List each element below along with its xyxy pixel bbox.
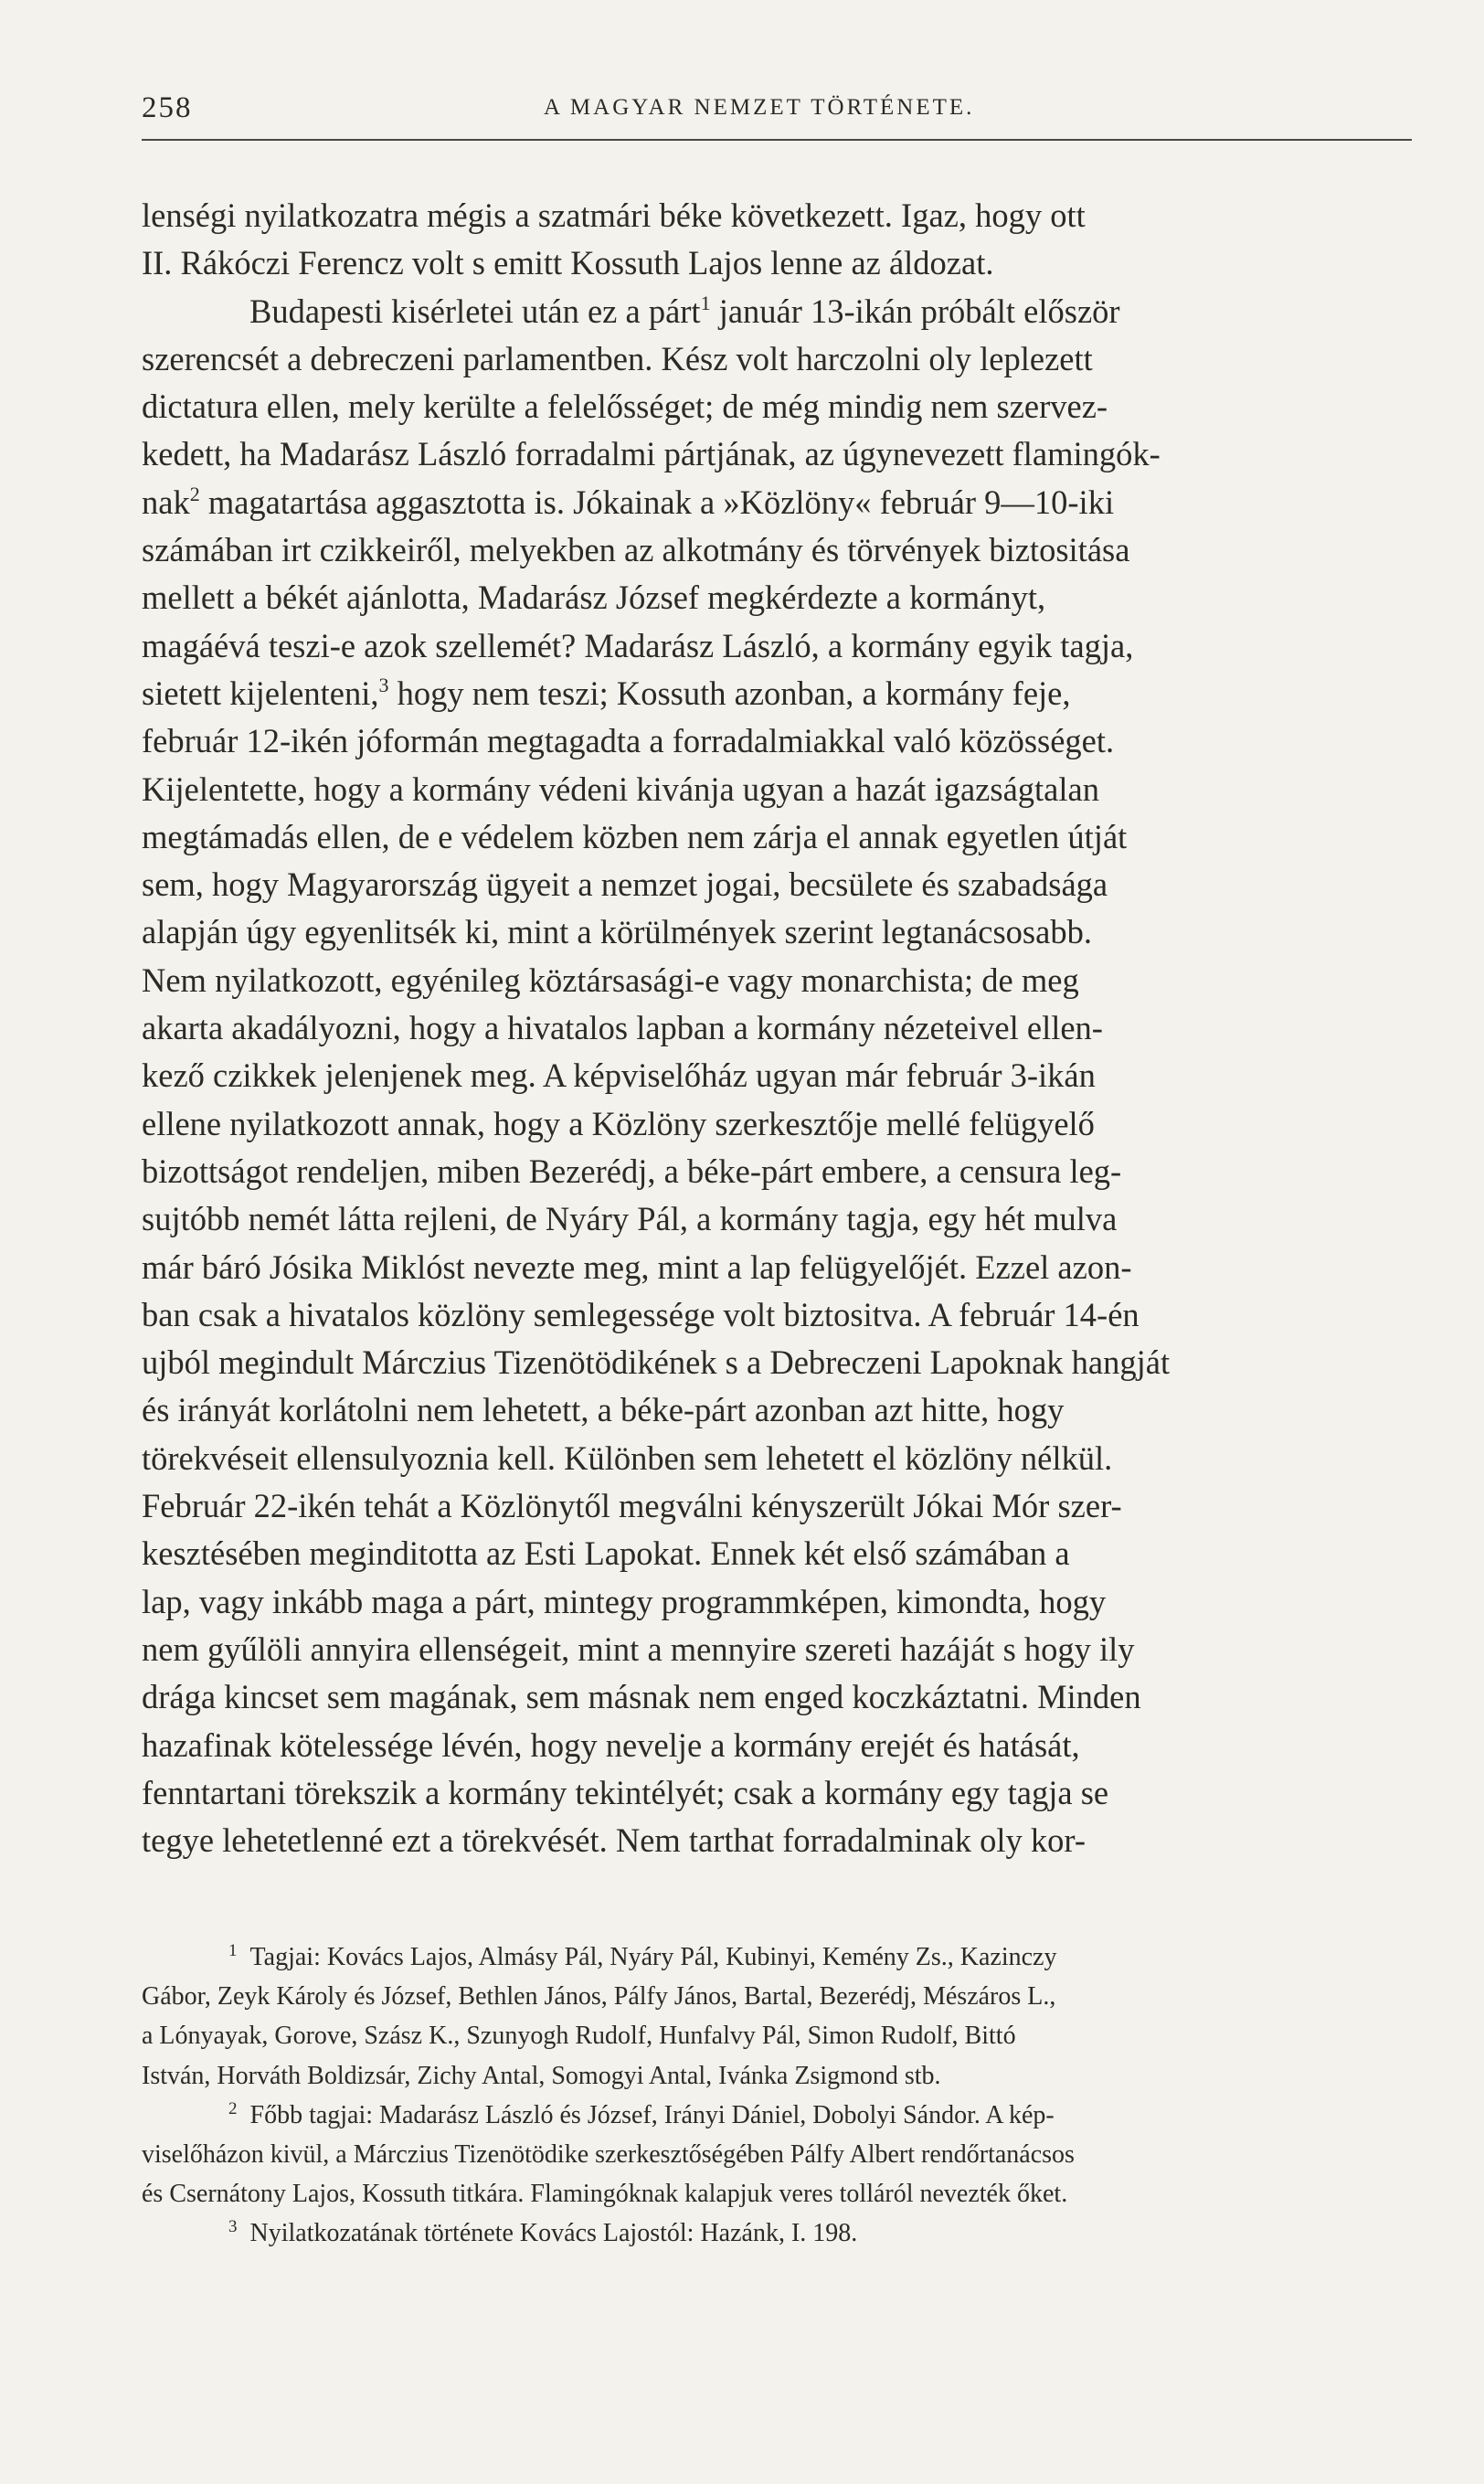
body-line: ujból megindult Márczius Tizenötödikének s a Debreczeni Lapoknak hangját: [142, 1343, 1171, 1382]
body-line: kedett, ha Madarász László forradalmi pártjának, az úgynevezett flamingók-: [142, 435, 1161, 473]
footnote-line: viselőházon kivül, a Márczius Tizenötödike szerkesztőségében Pálfy Albert rendőrtanácsos: [142, 2139, 1075, 2169]
body-line: magáévá teszi-e azok szellemét? Madarász László, a kormány egyik tagja,: [142, 626, 1134, 664]
body-line: és irányát korlátolni nem lehetett, a béke-párt azonban azt hitte, hogy: [142, 1391, 1065, 1429]
footnote-number: 2: [228, 2098, 238, 2118]
body-line: [142, 288, 1412, 335]
body-text: [142, 192, 1412, 1864]
body-line: ellene nyilatkozott annak, hogy a Közlöny szerkesztője mellé felügyelő: [142, 1104, 1095, 1142]
body-line: tegye lehetetlenné ezt a törekvését. Nem tarthat forradalminak oly kor-: [142, 1821, 1086, 1860]
body-line: lenségi nyilatkozatra mégis a szatmári béke következett. Igaz, hogy ott: [142, 196, 1086, 234]
body-line: fenntartani törekszik a kormány tekintélyét; csak a kormány egy tagja se: [142, 1773, 1109, 1811]
body-line: már báró Jósika Miklóst nevezte meg, mint a lap felügyelőjét. Ezzel azon-: [142, 1247, 1132, 1286]
body-line: sujtóbb nemét látta rejleni, de Nyáry Pál, a kormány tagja, egy hét mulva: [142, 1200, 1118, 1238]
body-line: mellett a békét ajánlotta, Madarász József megkérdezte a kormányt,: [142, 579, 1046, 617]
footnote-ref-2: 2: [189, 482, 200, 505]
footnote-3: [142, 2213, 1412, 2253]
body-line-text: január 13-ikán próbált először: [710, 292, 1120, 330]
body-line: szerencsét a debreczeni parlamentben. Kész volt harczolni oly leplezett: [142, 339, 1093, 377]
body-line: bizottságot rendeljen, miben Bezerédj, a béke-párt embere, a censura leg-: [142, 1152, 1122, 1190]
page-number: 258: [142, 91, 193, 124]
body-line: kező czikkek jelenjenek meg. A képviselőház ugyan már február 3-ikán: [142, 1056, 1096, 1095]
running-title: A MAGYAR NEMZET TÖRTÉNETE.: [544, 95, 975, 120]
body-line-text: Budapesti kisérletei után ez a párt: [249, 292, 701, 330]
body-line: megtámadás ellen, de e védelem közben nem zárja el annak egyetlen útját: [142, 817, 1128, 855]
body-line: alapján úgy egyenlitsék ki, mint a körülmények szerint legtanácsosabb.: [142, 913, 1092, 951]
body-line: ban csak a hivatalos közlöny semlegessége volt biztositva. A február 14-én: [142, 1295, 1140, 1333]
footnote-line: és Csernátony Lajos, Kossuth titkára. Flamingóknak kalapjuk veres tolláról nevezték őket.: [142, 2180, 1068, 2209]
footnote-line: István, Horváth Boldizsár, Zichy Antal, Somogyi Antal, Ivánka Zsigmond stb.: [142, 2061, 941, 2090]
body-line: február 12-ikén jóformán megtagadta a forradalmiakkal való közösséget.: [142, 722, 1115, 760]
body-line: drága kincset sem magának, sem másnak nem enged koczkáztatni. Minden: [142, 1678, 1141, 1716]
body-line: számában irt czikkeiről, melyekben az alkotmány és törvények biztositása: [142, 531, 1130, 569]
body-line: hazafinak kötelessége lévén, hogy nevelje a kormány erejét és hatását,: [142, 1725, 1080, 1764]
body-line: akarta akadályozni, hogy a hivatalos lapban a kormány nézeteivel ellen-: [142, 1009, 1103, 1047]
body-line: II. Rákóczi Ferencz volt s emitt Kossuth Lajos lenne az áldozat.: [142, 244, 994, 282]
footnote-2: [142, 2096, 1412, 2135]
body-line: dictatura ellen, mely kerülte a felelősséget; de még mindig nem szervez-: [142, 387, 1108, 426]
body-line: Február 22-ikén tehát a Közlönytől megválni kényszerült Jókai Mór szer-: [142, 1487, 1122, 1525]
body-line: sem, hogy Magyarország ügyeit a nemzet jogai, becsülete és szabadsága: [142, 865, 1108, 904]
footnotes: [142, 1937, 1412, 2254]
body-line: Kijelentette, hogy a kormány védeni kivánja ugyan a hazát igazságtalan: [142, 770, 1099, 808]
body-line-text: sietett kijelenteni,: [142, 674, 379, 712]
body-line-text: nak: [142, 483, 190, 521]
body-line: Nem nyilatkozott, egyénileg köztársasági-e vagy monarchista; de meg: [142, 961, 1079, 999]
body-line: [142, 670, 1412, 717]
footnote-number: 1: [228, 1941, 238, 1960]
footnote-line: Gábor, Zeyk Károly és József, Bethlen János, Pálfy János, Bartal, Bezerédj, Mészáros L.,: [142, 1982, 1056, 2012]
footnote-1: [142, 1937, 1412, 1977]
footnote-number: 3: [228, 2217, 238, 2237]
footnote-ref-1: 1: [700, 291, 711, 314]
footnote-text: Nyilatkozatának története Kovács Lajostól: Hazánk, I. 198.: [249, 2219, 858, 2248]
body-line: nem gyűlöli annyira ellenségeit, mint a mennyire szereti hazáját s hogy ily: [142, 1629, 1135, 1668]
body-line: lap, vagy inkább maga a párt, mintegy programmképen, kimondta, hogy: [142, 1582, 1107, 1620]
body-line: [142, 479, 1412, 526]
body-line: törekvéseit ellensulyoznia kell. Különben sem lehetett el közlöny nélkül.: [142, 1438, 1113, 1477]
footnote-ref-3: 3: [378, 673, 389, 696]
body-line: kesztésében meginditotta az Esti Lapokat. Ennek két első számában a: [142, 1534, 1070, 1573]
body-line-text: magatartása aggasztotta is. Jókainak a »Közlöny« február 9—10-iki: [199, 483, 1115, 521]
page-header: [142, 84, 1412, 141]
body-line-text: hogy nem teszi; Kossuth azonban, a kormány feje,: [388, 674, 1071, 712]
footnote-line: a Lónyayak, Gorove, Szász K., Szunyogh Rudolf, Hunfalvy Pál, Simon Rudolf, Bittó: [142, 2022, 1016, 2051]
footnote-text: Főbb tagjai: Madarász László és József, Irányi Dániel, Dobolyi Sándor. A kép-: [249, 2100, 1055, 2129]
footnote-text: Tagjai: Kovács Lajos, Almásy Pál, Nyáry Pál, Kubinyi, Kemény Zs., Kazinczy: [249, 1943, 1057, 1971]
